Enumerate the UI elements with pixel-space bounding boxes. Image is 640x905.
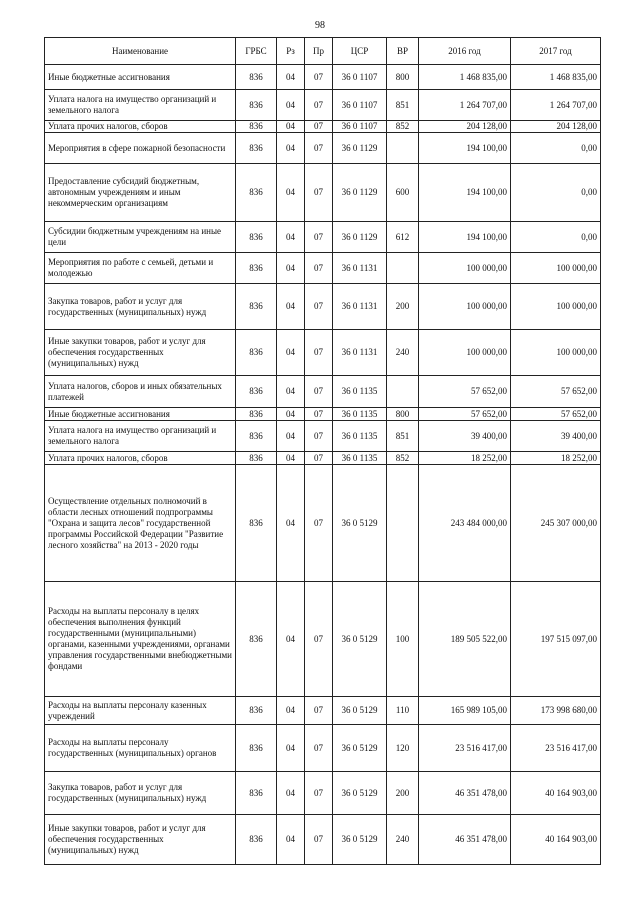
cell-pr: 07 xyxy=(305,330,333,376)
cell-csr: 36 0 1107 xyxy=(333,121,387,133)
cell-name: Осуществление отдельных полномочий в области лесных отношений подпрограммы "Охрана и защита лесов" государственной программы Российской Федерации "Развитие лесного хозяйства" на 2013 - 2020 годы xyxy=(45,465,236,582)
cell-pr: 07 xyxy=(305,90,333,121)
cell-amount-2016: 194 100,00 xyxy=(419,164,511,222)
cell-csr: 36 0 1135 xyxy=(333,408,387,421)
cell-csr: 36 0 1131 xyxy=(333,330,387,376)
cell-amount-2017: 0,00 xyxy=(511,164,601,222)
cell-amount-2017: 100 000,00 xyxy=(511,284,601,330)
cell-csr: 36 0 1131 xyxy=(333,284,387,330)
cell-grbs: 836 xyxy=(236,330,277,376)
cell-amount-2016: 46 351 478,00 xyxy=(419,772,511,815)
cell-rz: 04 xyxy=(277,90,305,121)
header-pr: Пр xyxy=(305,38,333,65)
cell-vr: 800 xyxy=(387,65,419,90)
table-row xyxy=(45,421,601,452)
cell-vr: 240 xyxy=(387,330,419,376)
cell-amount-2017: 57 652,00 xyxy=(511,408,601,421)
cell-amount-2017: 18 252,00 xyxy=(511,452,601,465)
header-row xyxy=(45,38,601,65)
cell-rz: 04 xyxy=(277,284,305,330)
cell-pr: 07 xyxy=(305,772,333,815)
cell-name: Субсидии бюджетным учреждениям на иные цели xyxy=(45,222,236,253)
cell-name: Расходы на выплаты персоналу государственных (муниципальных) органов xyxy=(45,725,236,772)
cell-pr: 07 xyxy=(305,253,333,284)
cell-rz: 04 xyxy=(277,421,305,452)
cell-amount-2016: 194 100,00 xyxy=(419,133,511,164)
cell-pr: 07 xyxy=(305,65,333,90)
cell-csr: 36 0 1135 xyxy=(333,452,387,465)
cell-vr xyxy=(387,376,419,408)
cell-amount-2016: 204 128,00 xyxy=(419,121,511,133)
cell-amount-2016: 1 264 707,00 xyxy=(419,90,511,121)
cell-pr: 07 xyxy=(305,121,333,133)
cell-amount-2016: 189 505 522,00 xyxy=(419,582,511,697)
cell-name: Расходы на выплаты персоналу в целях обеспечения выполнения функций государственными (муниципальными) органами, казенными учреждениями, органами управления государственными внебюджетными фондами xyxy=(45,582,236,697)
cell-amount-2016: 243 484 000,00 xyxy=(419,465,511,582)
cell-rz: 04 xyxy=(277,164,305,222)
cell-amount-2017: 100 000,00 xyxy=(511,330,601,376)
cell-pr: 07 xyxy=(305,133,333,164)
cell-amount-2016: 57 652,00 xyxy=(419,376,511,408)
cell-name: Мероприятия по работе с семьей, детьми и молодежью xyxy=(45,253,236,284)
cell-vr: 851 xyxy=(387,421,419,452)
table-body xyxy=(45,65,601,865)
table-row xyxy=(45,164,601,222)
cell-csr: 36 0 5129 xyxy=(333,465,387,582)
cell-pr: 07 xyxy=(305,408,333,421)
cell-csr: 36 0 5129 xyxy=(333,725,387,772)
cell-name: Уплата налогов, сборов и иных обязательных платежей xyxy=(45,376,236,408)
cell-pr: 07 xyxy=(305,376,333,408)
cell-vr: 600 xyxy=(387,164,419,222)
cell-rz: 04 xyxy=(277,253,305,284)
table-row xyxy=(45,772,601,815)
table-row xyxy=(45,222,601,253)
table-row xyxy=(45,121,601,133)
cell-csr: 36 0 5129 xyxy=(333,772,387,815)
cell-pr: 07 xyxy=(305,452,333,465)
cell-amount-2016: 39 400,00 xyxy=(419,421,511,452)
cell-rz: 04 xyxy=(277,65,305,90)
table-row xyxy=(45,253,601,284)
cell-amount-2017: 0,00 xyxy=(511,222,601,253)
cell-amount-2016: 100 000,00 xyxy=(419,330,511,376)
cell-amount-2016: 1 468 835,00 xyxy=(419,65,511,90)
budget-table xyxy=(44,37,601,865)
cell-amount-2017: 1 468 835,00 xyxy=(511,65,601,90)
table-row xyxy=(45,284,601,330)
cell-amount-2016: 165 989 105,00 xyxy=(419,697,511,725)
cell-grbs: 836 xyxy=(236,452,277,465)
cell-vr: 120 xyxy=(387,725,419,772)
cell-grbs: 836 xyxy=(236,376,277,408)
cell-vr: 200 xyxy=(387,284,419,330)
cell-pr: 07 xyxy=(305,582,333,697)
cell-rz: 04 xyxy=(277,725,305,772)
cell-grbs: 836 xyxy=(236,725,277,772)
header-csr: ЦСР xyxy=(333,38,387,65)
table-row xyxy=(45,133,601,164)
cell-vr: 612 xyxy=(387,222,419,253)
cell-amount-2017: 197 515 097,00 xyxy=(511,582,601,697)
cell-rz: 04 xyxy=(277,452,305,465)
cell-amount-2017: 39 400,00 xyxy=(511,421,601,452)
header-rz: Рз xyxy=(277,38,305,65)
cell-pr: 07 xyxy=(305,421,333,452)
cell-pr: 07 xyxy=(305,164,333,222)
cell-vr: 852 xyxy=(387,452,419,465)
table-row xyxy=(45,465,601,582)
cell-amount-2017: 40 164 903,00 xyxy=(511,815,601,865)
cell-grbs: 836 xyxy=(236,408,277,421)
cell-name: Уплата налога на имущество организаций и земельного налога xyxy=(45,90,236,121)
cell-amount-2016: 100 000,00 xyxy=(419,253,511,284)
cell-amount-2017: 1 264 707,00 xyxy=(511,90,601,121)
cell-amount-2016: 18 252,00 xyxy=(419,452,511,465)
table-row xyxy=(45,330,601,376)
cell-vr: 800 xyxy=(387,408,419,421)
cell-amount-2017: 0,00 xyxy=(511,133,601,164)
cell-grbs: 836 xyxy=(236,582,277,697)
cell-csr: 36 0 1135 xyxy=(333,376,387,408)
cell-rz: 04 xyxy=(277,408,305,421)
cell-csr: 36 0 1135 xyxy=(333,421,387,452)
cell-pr: 07 xyxy=(305,465,333,582)
cell-rz: 04 xyxy=(277,465,305,582)
header-vr: ВР xyxy=(387,38,419,65)
cell-amount-2017: 40 164 903,00 xyxy=(511,772,601,815)
cell-name: Закупка товаров, работ и услуг для государственных (муниципальных) нужд xyxy=(45,772,236,815)
cell-amount-2016: 57 652,00 xyxy=(419,408,511,421)
cell-grbs: 836 xyxy=(236,164,277,222)
cell-rz: 04 xyxy=(277,376,305,408)
cell-rz: 04 xyxy=(277,222,305,253)
cell-name: Уплата прочих налогов, сборов xyxy=(45,121,236,133)
table-row xyxy=(45,697,601,725)
cell-amount-2017: 23 516 417,00 xyxy=(511,725,601,772)
cell-pr: 07 xyxy=(305,284,333,330)
table-row xyxy=(45,725,601,772)
table-row xyxy=(45,815,601,865)
table-row xyxy=(45,90,601,121)
cell-name: Предоставление субсидий бюджетным, автономным учреждениям и иным некоммерческим организациям xyxy=(45,164,236,222)
cell-amount-2017: 245 307 000,00 xyxy=(511,465,601,582)
cell-vr xyxy=(387,465,419,582)
cell-grbs: 836 xyxy=(236,222,277,253)
cell-grbs: 836 xyxy=(236,284,277,330)
cell-rz: 04 xyxy=(277,815,305,865)
cell-amount-2017: 204 128,00 xyxy=(511,121,601,133)
cell-grbs: 836 xyxy=(236,121,277,133)
cell-name: Мероприятия в сфере пожарной безопасности xyxy=(45,133,236,164)
cell-amount-2016: 23 516 417,00 xyxy=(419,725,511,772)
cell-pr: 07 xyxy=(305,815,333,865)
cell-pr: 07 xyxy=(305,725,333,772)
table-row xyxy=(45,65,601,90)
cell-grbs: 836 xyxy=(236,465,277,582)
cell-grbs: 836 xyxy=(236,90,277,121)
cell-vr: 200 xyxy=(387,772,419,815)
cell-vr xyxy=(387,253,419,284)
cell-csr: 36 0 1107 xyxy=(333,65,387,90)
cell-name: Расходы на выплаты персоналу казенных учреждений xyxy=(45,697,236,725)
cell-amount-2017: 57 652,00 xyxy=(511,376,601,408)
cell-vr: 852 xyxy=(387,121,419,133)
cell-name: Уплата налога на имущество организаций и земельного налога xyxy=(45,421,236,452)
cell-grbs: 836 xyxy=(236,421,277,452)
cell-grbs: 836 xyxy=(236,253,277,284)
cell-amount-2016: 194 100,00 xyxy=(419,222,511,253)
cell-rz: 04 xyxy=(277,582,305,697)
cell-csr: 36 0 5129 xyxy=(333,582,387,697)
cell-vr: 100 xyxy=(387,582,419,697)
cell-vr: 851 xyxy=(387,90,419,121)
cell-name: Закупка товаров, работ и услуг для государственных (муниципальных) нужд xyxy=(45,284,236,330)
cell-rz: 04 xyxy=(277,697,305,725)
cell-pr: 07 xyxy=(305,697,333,725)
cell-csr: 36 0 1129 xyxy=(333,164,387,222)
header-name: Наименование xyxy=(45,38,236,65)
cell-name: Иные закупки товаров, работ и услуг для обеспечения государственных (муниципальных) нужд xyxy=(45,815,236,865)
header-grbs: ГРБС xyxy=(236,38,277,65)
table-row xyxy=(45,376,601,408)
cell-vr: 240 xyxy=(387,815,419,865)
cell-vr xyxy=(387,133,419,164)
table-row xyxy=(45,452,601,465)
cell-amount-2016: 46 351 478,00 xyxy=(419,815,511,865)
cell-amount-2016: 100 000,00 xyxy=(419,284,511,330)
cell-csr: 36 0 1129 xyxy=(333,133,387,164)
header-2016: 2016 год xyxy=(419,38,511,65)
cell-name: Иные бюджетные ассигнования xyxy=(45,408,236,421)
cell-grbs: 836 xyxy=(236,772,277,815)
cell-rz: 04 xyxy=(277,772,305,815)
cell-rz: 04 xyxy=(277,330,305,376)
cell-grbs: 836 xyxy=(236,815,277,865)
cell-pr: 07 xyxy=(305,222,333,253)
table-row xyxy=(45,582,601,697)
cell-vr: 110 xyxy=(387,697,419,725)
cell-name: Иные бюджетные ассигнования xyxy=(45,65,236,90)
cell-csr: 36 0 1129 xyxy=(333,222,387,253)
cell-amount-2017: 100 000,00 xyxy=(511,253,601,284)
header-2017: 2017 год xyxy=(511,38,601,65)
cell-rz: 04 xyxy=(277,133,305,164)
cell-csr: 36 0 1107 xyxy=(333,90,387,121)
cell-grbs: 836 xyxy=(236,65,277,90)
page-number: 98 xyxy=(315,20,325,31)
cell-name: Иные закупки товаров, работ и услуг для обеспечения государственных (муниципальных) нужд xyxy=(45,330,236,376)
cell-csr: 36 0 1131 xyxy=(333,253,387,284)
cell-name: Уплата прочих налогов, сборов xyxy=(45,452,236,465)
cell-amount-2017: 173 998 680,00 xyxy=(511,697,601,725)
cell-csr: 36 0 5129 xyxy=(333,697,387,725)
table-row xyxy=(45,408,601,421)
cell-grbs: 836 xyxy=(236,133,277,164)
cell-csr: 36 0 5129 xyxy=(333,815,387,865)
cell-grbs: 836 xyxy=(236,697,277,725)
cell-rz: 04 xyxy=(277,121,305,133)
